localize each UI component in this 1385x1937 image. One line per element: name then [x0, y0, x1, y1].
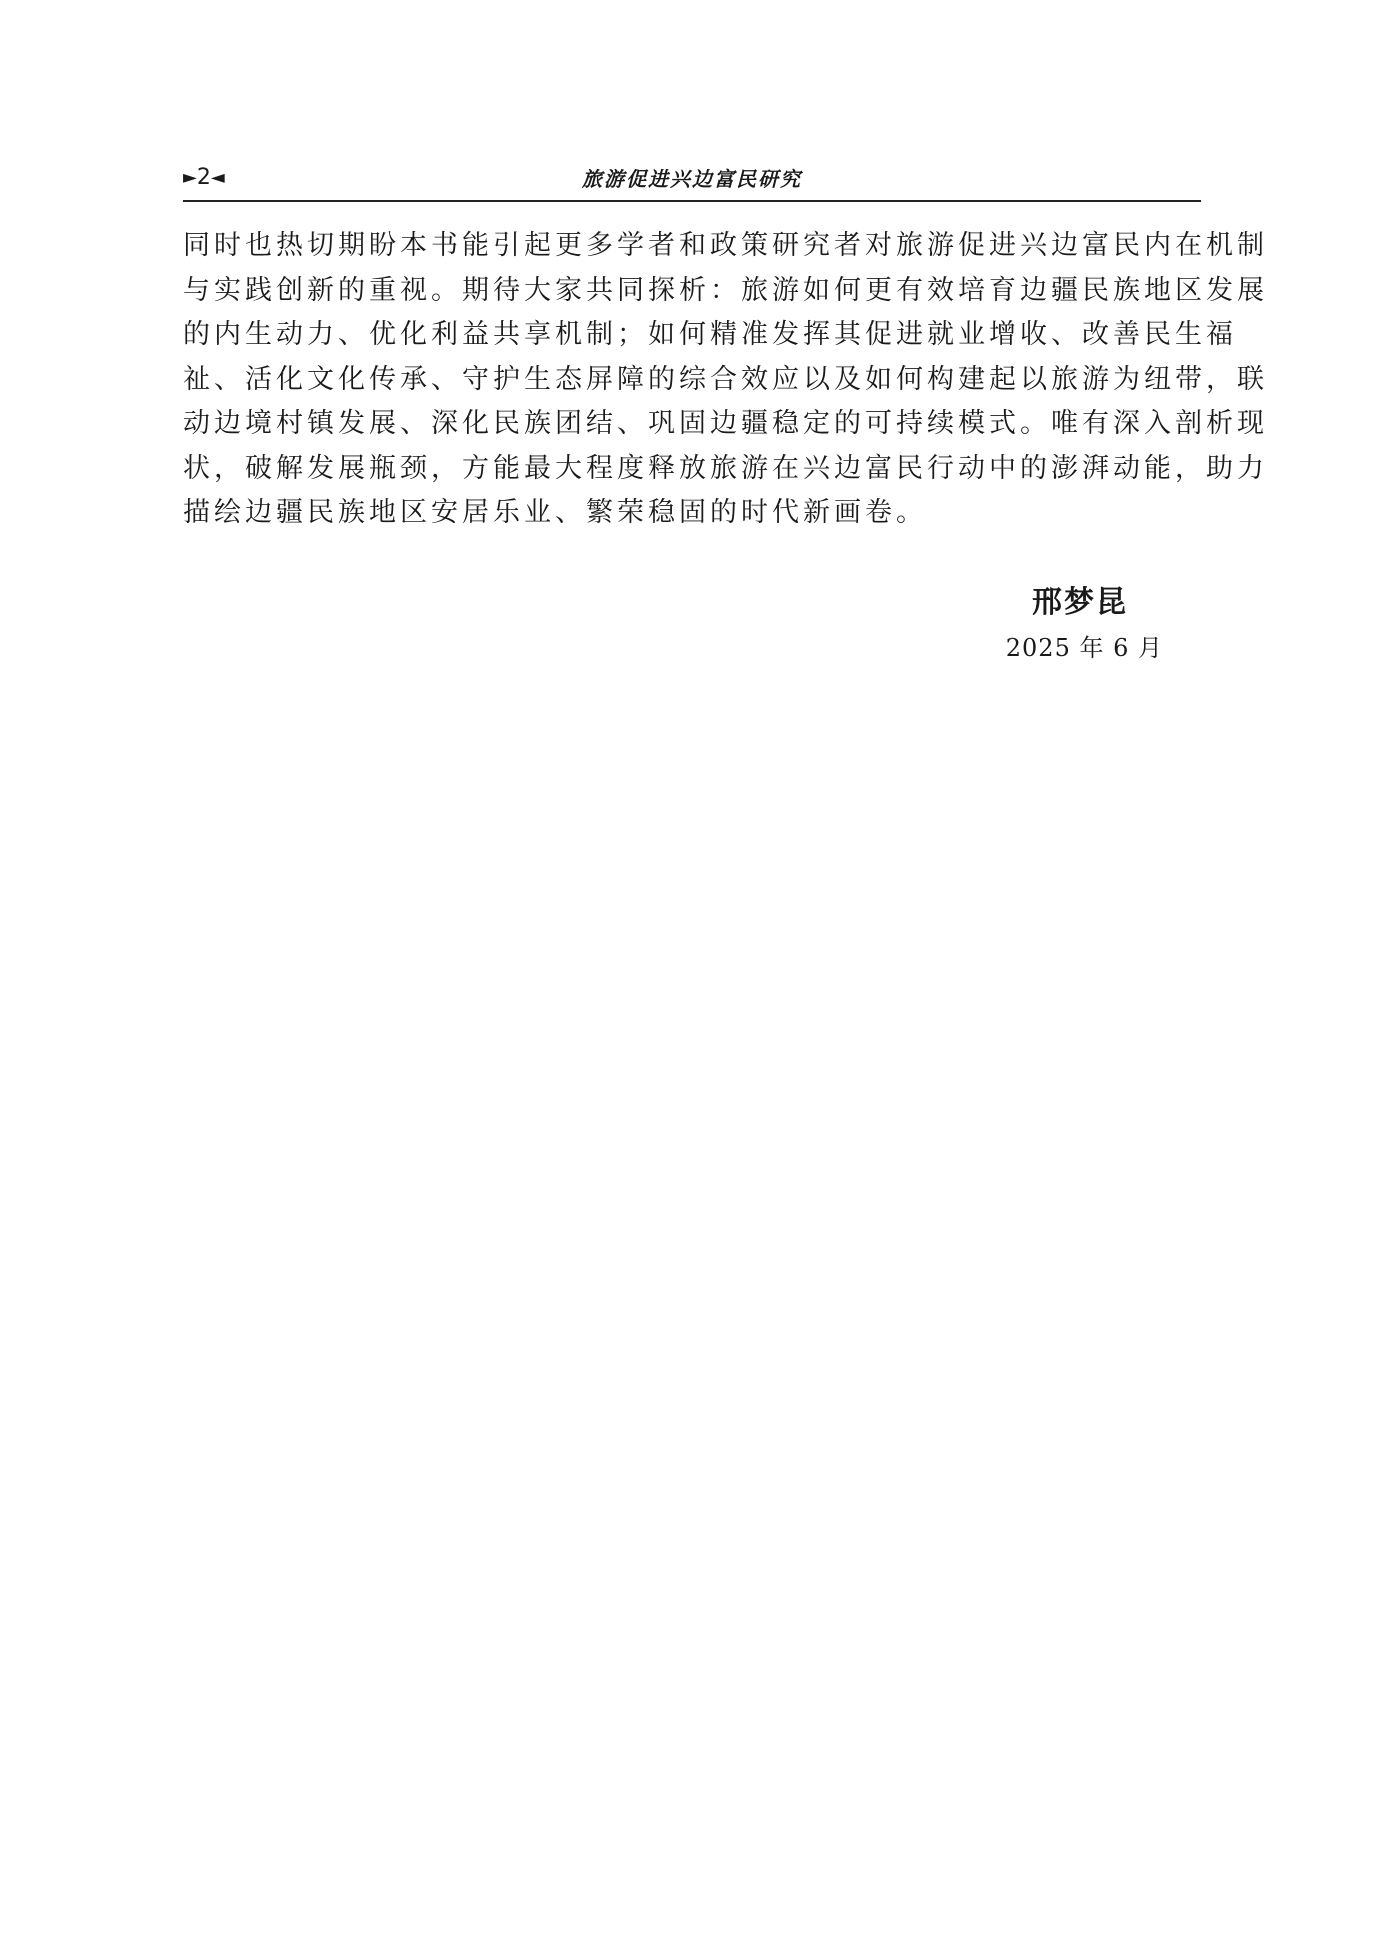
- triangle-left-icon: ◄: [210, 167, 225, 188]
- signature-block: [960, 582, 1200, 664]
- paragraph-line: 状，破解发展瓶颈，方能最大程度释放旅游在兴边富民行动中的澎湃动能，助力: [183, 452, 1268, 484]
- paragraph-line: 与实践创新的重视。期待大家共同探析：旅游如何更有效培育边疆民族地区发展: [183, 274, 1268, 306]
- page-header: [183, 160, 1201, 202]
- paragraph-line: 祉、活化文化传承、守护生态屏障的综合效应以及如何构建起以旅游为纽带，联: [183, 363, 1268, 395]
- paragraph-line: 同时也热切期盼本书能引起更多学者和政策研究者对旅游促进兴边富民内在机制: [183, 230, 1268, 261]
- body-paragraph: [183, 224, 1268, 536]
- author-name: 邢梦昆: [1032, 585, 1128, 620]
- paragraph-line: 的内生动力、优化利益共享机制；如何精准发挥其促进就业增收、改善民生福: [183, 319, 1237, 350]
- paragraph-line: 动边境村镇发展、深化民族团结、巩固边疆稳定的可持续模式。唯有深入剖析现: [183, 408, 1268, 439]
- paragraph-line: 描绘边疆民族地区安居乐业、繁荣稳固的时代新画卷。: [183, 497, 927, 528]
- signature-date: 2025 年 6 月: [1005, 634, 1163, 662]
- triangle-right-icon: ►: [183, 167, 197, 188]
- running-title: 旅游促进兴边富民研究: [582, 167, 802, 191]
- page-number-value: 2: [196, 165, 211, 190]
